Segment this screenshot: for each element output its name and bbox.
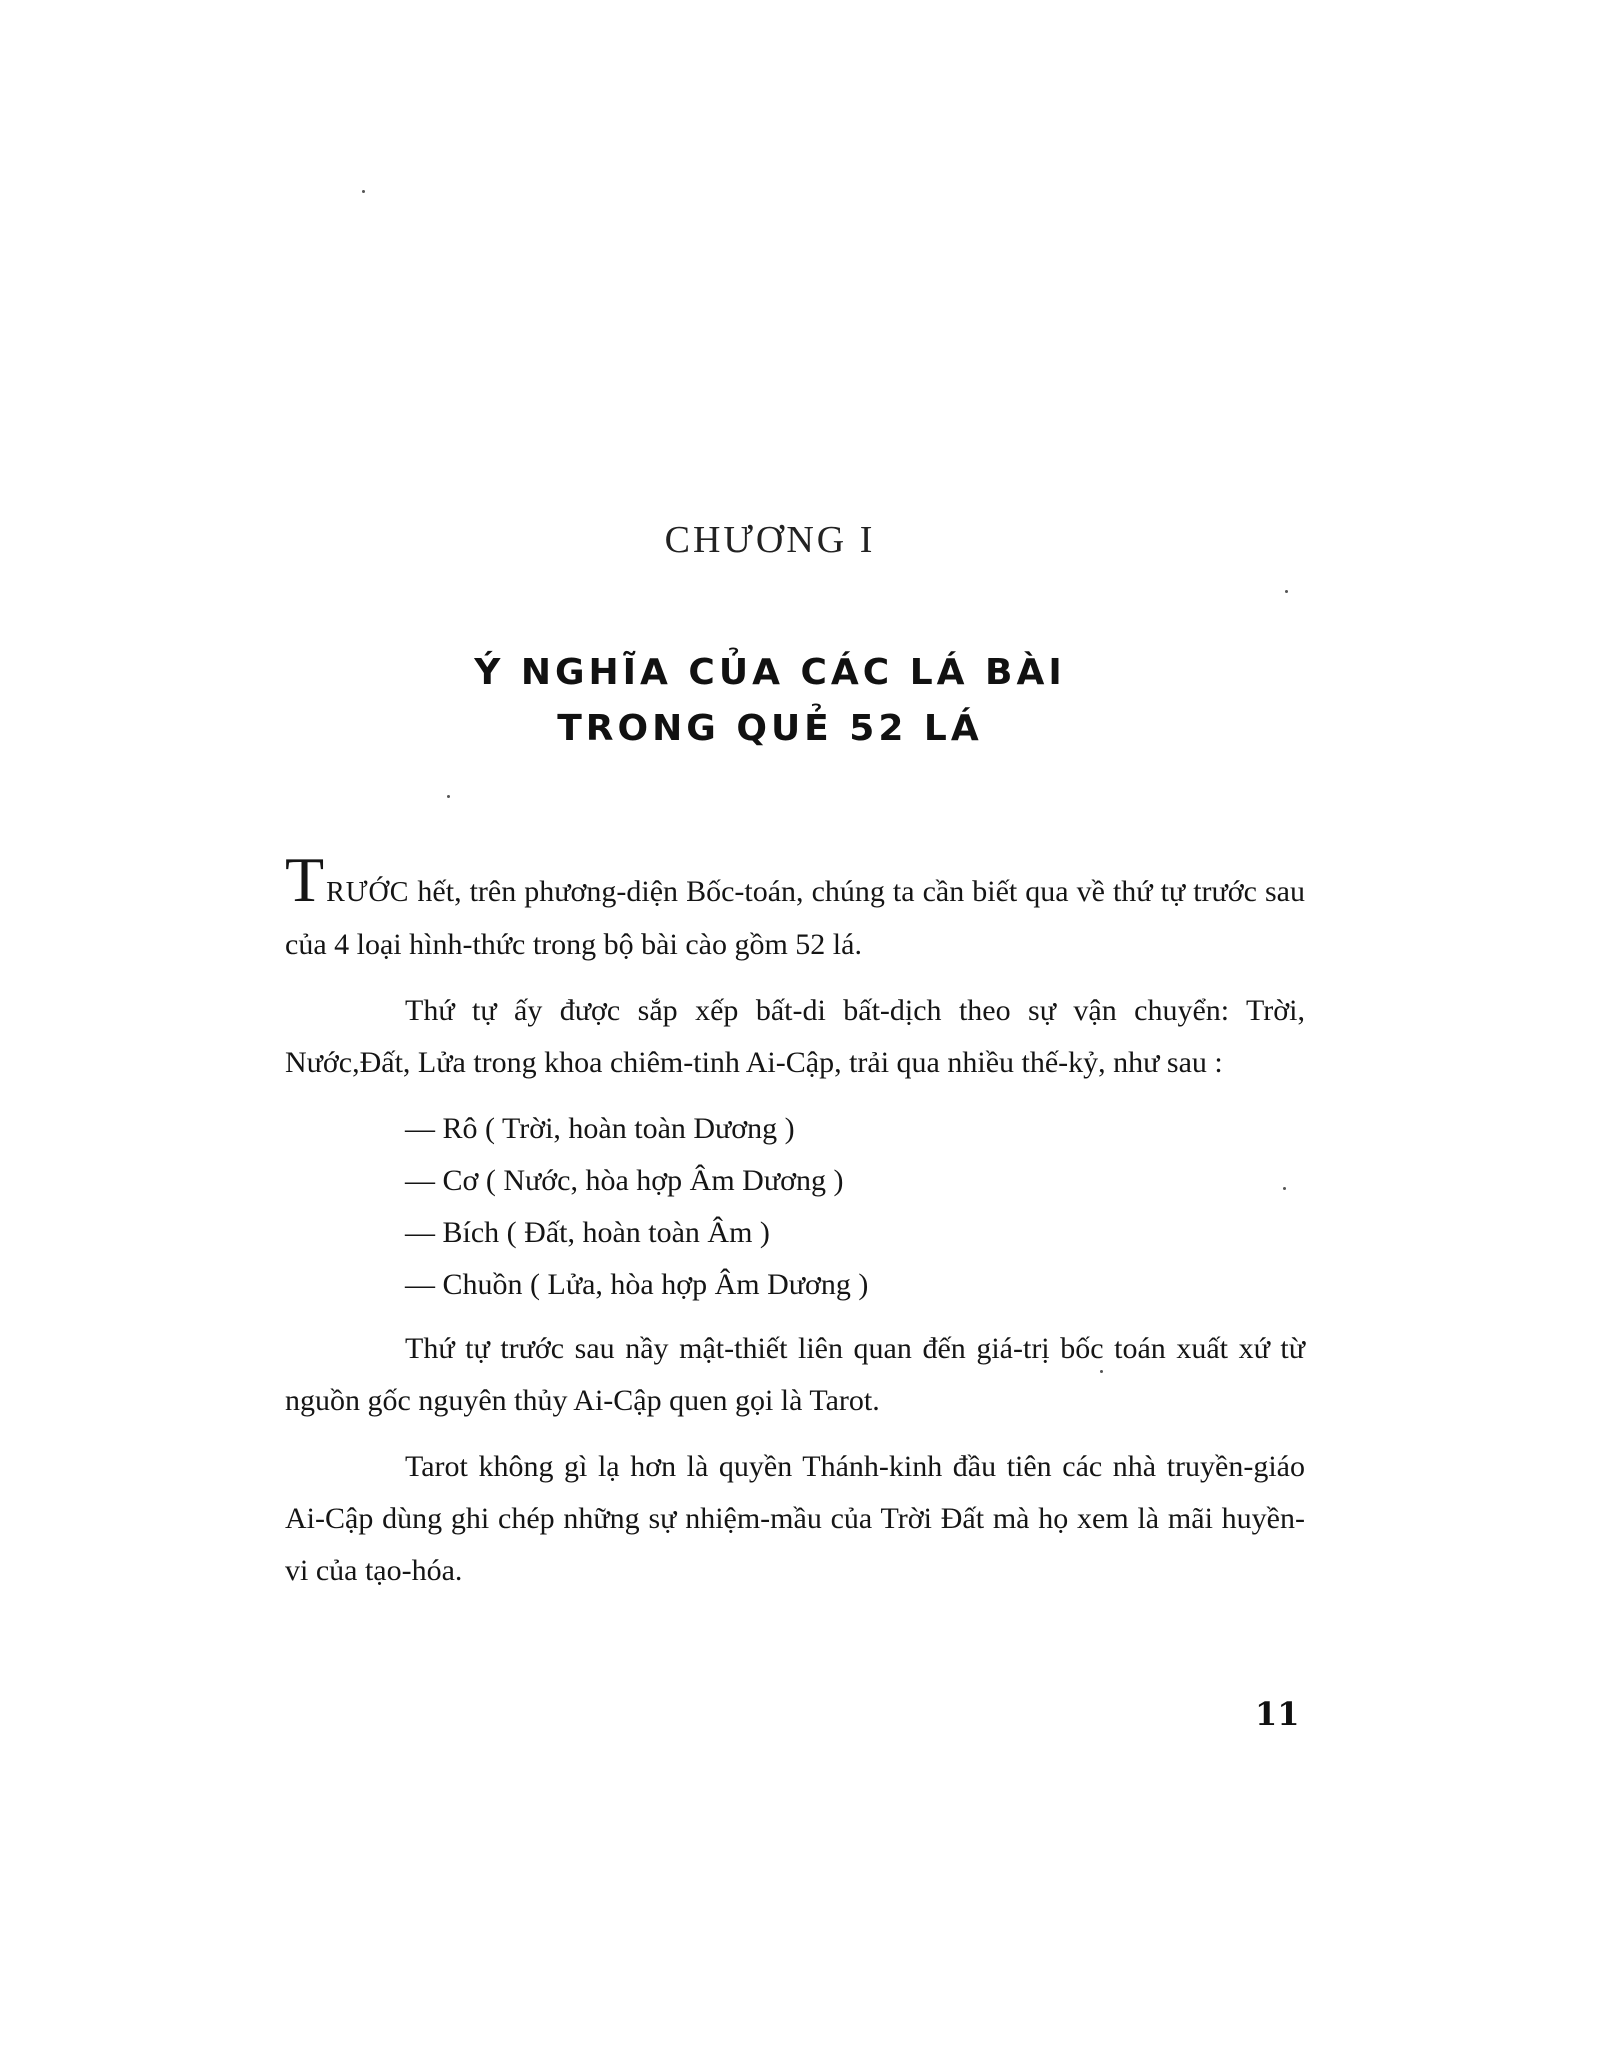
paragraph-1-text: hết, trên phương-diện Bốc-toán, chúng ta cần biết qua về thứ tự trước sau của 4 loại hình-thức trong bộ bài cào gồm 52 lá. xyxy=(285,875,1305,961)
list-item: — Cơ ( Nước, hòa hợp Âm Dương ) xyxy=(405,1164,844,1197)
paragraph-3: Thứ tự trước sau nầy mật-thiết liên quan đến giá-trị bốc toán xuất xứ từ nguồn gốc nguyên thủy Ai-Cập quen gọi là Tarot. xyxy=(285,1332,1305,1417)
paragraph-2: Thứ tự ấy được sắp xếp bất-di bất-dịch theo sự vận chuyển: Trời, Nước,Đất, Lửa trong khoa chiêm-tinh Ai-Cập, trải qua nhiều thế-kỷ, như sau : xyxy=(285,994,1305,1079)
list-item: — Chuồn ( Lửa, hòa hợp Âm Dương ) xyxy=(405,1268,869,1301)
chapter-title xyxy=(0,645,1540,757)
scan-speck xyxy=(447,795,450,798)
paragraph-1-smallcaps: RƯỚC xyxy=(326,877,410,908)
scan-speck xyxy=(362,190,365,193)
page-number: 11 xyxy=(1255,1695,1300,1733)
paragraph-1 xyxy=(285,844,1305,971)
list-item: — Rô ( Trời, hoàn toàn Dương ) xyxy=(405,1112,795,1145)
scan-speck xyxy=(1285,590,1288,593)
chapter-title-line-1: Ý NGHĨA CỦA CÁC LÁ BÀI xyxy=(474,652,1066,693)
body-text xyxy=(285,844,1305,1611)
chapter-label: CHƯƠNG I xyxy=(664,519,876,561)
chapter-title-line-2: TRONG QUẺ 52 LÁ xyxy=(557,708,983,749)
paragraph-4: Tarot không gì lạ hơn là quyền Thánh-kinh đầu tiên các nhà truyền-giáo Ai-Cập dùng ghi chép những sự nhiệm-mầu của Trời Đất mà họ xem là mãi huyền-vi của tạo-hóa. xyxy=(285,1450,1305,1587)
drop-cap: T xyxy=(285,844,325,915)
list-item: — Bích ( Đất, hoàn toàn Âm ) xyxy=(405,1216,770,1249)
